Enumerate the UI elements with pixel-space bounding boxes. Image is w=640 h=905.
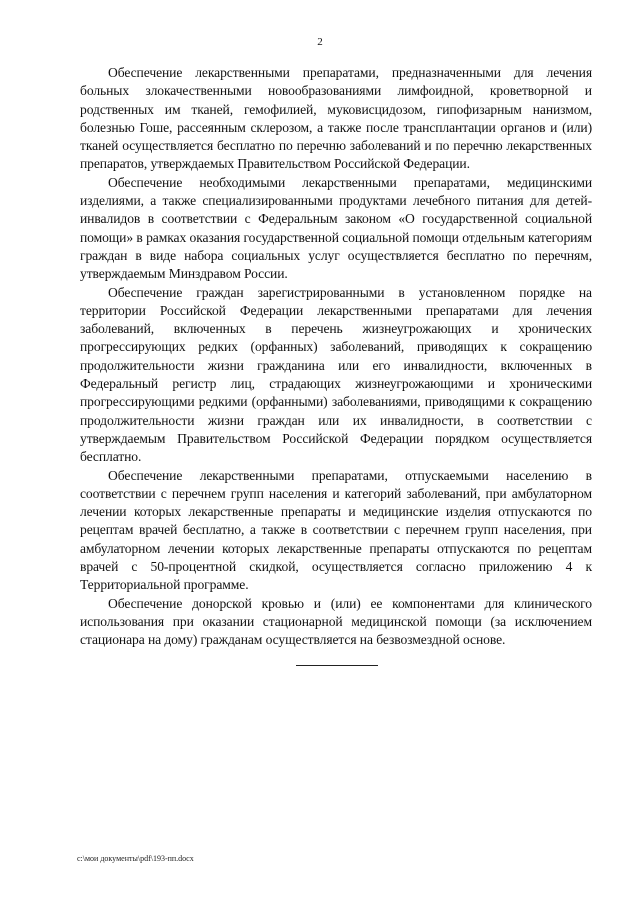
paragraph-disabled-children: Обеспечение необходимыми лекарственными препаратами, медицинскими изделиями, а также специализированными продуктами лечебного питания для детей-инвалидов в соответствии с Федеральным законом «О государственной социальной помощи» в рамках оказания государственной социальной помощи отдельным категориям граждан в виде набора социальных услуг осуществляется бесплатно по перечням, утверждаемым Минздравом России.: [80, 174, 592, 282]
paragraph-orphan-diseases: Обеспечение граждан зарегистрированными в установленном порядке на территории Российской Федерации лекарственными препаратами для лечения заболеваний, включенных в перечень жизнеугрожающих и хронических прогрессирующих редких (орфанных) заболеваний, приводящих к сокращению продолжительности жизни гражданина или его инвалидности, включенных в Федеральный регистр лиц, страдающих жизнеугрожающими и хроническими прогрессирующими редкими (орфанными) заболеваниями, приводящими к сокращению продолжительности жизни граждан или их инвалидности, в соответствии с утверждаемым Правительством Российской Федерации порядком осуществляется бесплатно.: [80, 284, 592, 465]
document-body: [80, 64, 592, 650]
page-number: 2: [317, 36, 323, 48]
end-separator-line: [296, 665, 378, 666]
paragraph-donor-blood: Обеспечение донорской кровью и (или) ее компонентами для клинического использования при оказании стационарной медицинской помощи (за исключением стационара на дому) гражданам осуществляется на безвозмездной основе.: [80, 595, 592, 648]
paragraph-outpatient-discount: Обеспечение лекарственными препаратами, отпускаемыми населению в соответствии с перечнем групп населения и категорий заболеваний, при амбулаторном лечении которых лекарственные препараты и медицинские изделия отпускаются по рецептам врачей бесплатно, а также в соответствии с перечнем групп населения, при амбулаторном лечении которых лекарственные препараты отпускаются по рецептам врачей с 50-процентной скидкой, осуществляется согласно приложению 4 к Территориальной программе.: [80, 467, 592, 593]
paragraph-drug-provision-oncology: Обеспечение лекарственными препаратами, предназначенными для лечения больных злокачественными новообразованиями лимфоидной, кроветворной и родственных им тканей, гемофилией, муковисцидозом, гипофизарным нанизмом, болезнью Гоше, рассеянным склерозом, а также после трансплантации органов и (или) тканей осуществляется бесплатно по перечню заболеваний и по перечню лекарственных препаратов, утверждаемых Правительством Российской Федерации.: [80, 65, 592, 172]
footer-file-path: c:\мои документы\pdf\193-пп.docx: [77, 854, 194, 863]
